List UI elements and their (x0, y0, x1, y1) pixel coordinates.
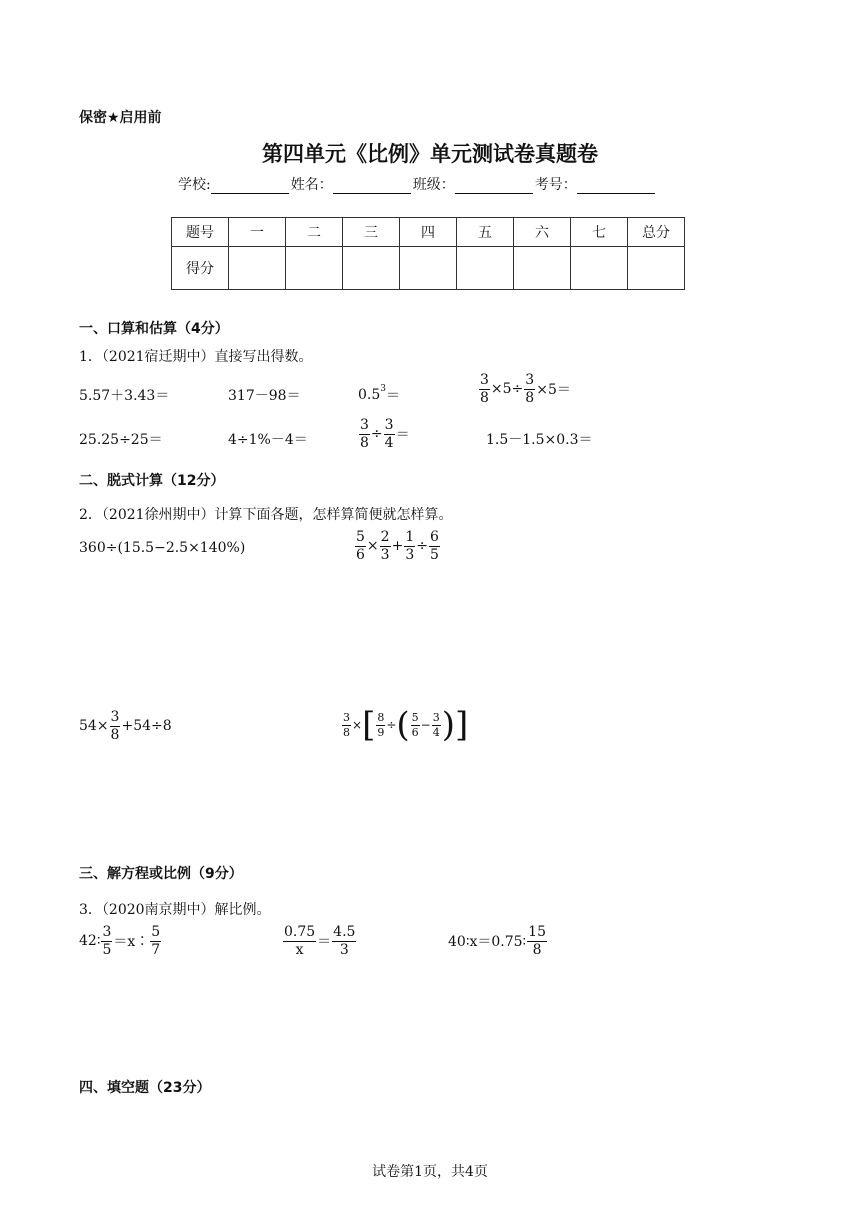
numerator: 5 (411, 711, 419, 725)
score-cell[interactable] (457, 247, 514, 290)
q1-expr-h: 1.5－1.5×0.3＝ (486, 432, 593, 448)
fraction (355, 530, 366, 562)
fraction (411, 712, 420, 738)
operator: − (420, 718, 431, 733)
denominator: x (295, 941, 304, 958)
q3-expr-b (282, 925, 357, 957)
right-bracket: ] (454, 705, 469, 745)
section-1-heading: 一、口算和估算（4分） (79, 321, 229, 337)
expr-text: 40∶x＝0.75∶ (448, 934, 527, 951)
fraction (342, 712, 351, 738)
fraction (283, 925, 316, 957)
section-3-heading: 三、解方程或比例（9分） (79, 866, 243, 882)
numerator: 3 (384, 417, 394, 433)
score-table (171, 217, 685, 290)
denominator: 5 (102, 941, 112, 958)
score-header-cell: 总分 (628, 218, 685, 247)
numerator: 15 (528, 924, 546, 940)
numerator: 5 (151, 924, 161, 940)
score-cell[interactable] (514, 247, 571, 290)
denominator: 3 (339, 941, 349, 958)
fraction (376, 712, 385, 738)
right-paren: ) (441, 705, 455, 745)
fraction (432, 712, 441, 738)
section-4-heading: 四、填空题（23分） (79, 1080, 211, 1096)
left-bracket: [ (362, 705, 376, 745)
denominator: 6 (356, 546, 365, 563)
score-cell[interactable] (343, 247, 400, 290)
fraction (380, 530, 391, 562)
score-cell[interactable] (628, 247, 685, 290)
numerator: 3 (432, 711, 440, 725)
question-2: 2．（2021徐州期中）计算下面各题，怎样算简便就怎样算。 (79, 507, 453, 523)
denominator: 4 (432, 725, 440, 739)
student-info-line (178, 174, 657, 194)
denominator: 8 (343, 725, 350, 739)
score-header-cell: 题号 (172, 218, 229, 247)
school-blank[interactable] (211, 179, 289, 194)
expr-text: +54÷8 (121, 718, 172, 735)
numerator: 3 (110, 709, 120, 725)
numerator: 3 (343, 711, 350, 725)
fraction (524, 373, 535, 405)
operator: ×5÷ (490, 381, 524, 398)
denominator: 7 (151, 941, 161, 958)
page-title: 第四单元《比例》单元测试卷真题卷 (262, 142, 598, 166)
q1-expr-b: 317－98＝ (228, 388, 301, 404)
number-label: 考号： (534, 177, 577, 193)
question-1: 1．（2021宿迁期中）直接写出得数。 (79, 349, 313, 365)
denominator: 8 (532, 941, 542, 958)
q1c-base: 0.5 (358, 387, 381, 403)
q1-expr-c (358, 385, 400, 405)
numerator: 3 (480, 372, 489, 388)
score-cell[interactable] (286, 247, 343, 290)
q2-expr-a: 360÷(15.5−2.5×140%) (79, 540, 246, 556)
fraction (527, 925, 547, 957)
numerator: 6 (429, 529, 439, 545)
operator: ÷ (416, 538, 428, 555)
q2-expr-b (354, 530, 441, 562)
denominator: 8 (525, 389, 535, 406)
operator: × (352, 718, 363, 733)
numerator: 0.75 (284, 924, 316, 940)
numerator: 8 (377, 711, 385, 725)
q1c-eq: ＝ (386, 388, 400, 404)
score-header-cell: 四 (400, 218, 457, 247)
score-header-cell: 六 (514, 218, 571, 247)
fraction (110, 710, 121, 742)
fraction (150, 925, 161, 957)
score-row-label: 得分 (172, 247, 229, 290)
score-cell[interactable] (571, 247, 628, 290)
score-header-cell: 二 (286, 218, 343, 247)
class-blank[interactable] (455, 179, 533, 194)
numerator: 5 (356, 529, 365, 545)
score-table-header-row (172, 218, 685, 247)
numerator: 4.5 (333, 924, 356, 940)
score-header-cell: 七 (571, 218, 628, 247)
fraction (404, 530, 415, 562)
numerator: 3 (360, 417, 369, 433)
name-blank[interactable] (333, 179, 411, 194)
denominator: 3 (380, 546, 390, 563)
score-cell[interactable] (400, 247, 457, 290)
section-2-heading: 二、脱式计算（12分） (79, 473, 225, 489)
expr-text: ＝x∶ (113, 934, 150, 951)
score-header-cell: 三 (343, 218, 400, 247)
operator: × (366, 538, 379, 555)
number-blank[interactable] (577, 179, 655, 194)
numerator: 3 (525, 372, 535, 388)
fraction (479, 373, 490, 405)
q3-expr-a (79, 925, 162, 957)
numerator: 3 (102, 924, 112, 940)
numerator: 1 (405, 529, 415, 545)
denominator: 8 (110, 726, 120, 743)
q1-expr-f: 4÷1%－4＝ (228, 432, 308, 448)
denominator: 6 (411, 725, 419, 739)
denominator: 4 (384, 434, 394, 451)
denominator: 3 (405, 546, 415, 563)
denominator: 5 (429, 546, 439, 563)
fraction (359, 418, 370, 450)
q1-expr-a: 5.57＋3.43＝ (79, 388, 170, 404)
denominator: 9 (377, 725, 385, 739)
fraction (429, 530, 440, 562)
q3-expr-c (448, 925, 548, 957)
question-3: 3．（2020南京期中）解比例。 (79, 902, 271, 918)
operator: ×5＝ (536, 382, 571, 399)
score-table-score-row (172, 247, 685, 290)
denominator: 8 (360, 434, 369, 451)
q2-expr-d (341, 705, 469, 745)
q1-expr-d (478, 373, 571, 405)
score-header-cell: 一 (229, 218, 286, 247)
left-paren: ( (396, 705, 410, 745)
operator: ÷ (370, 426, 383, 443)
numerator: 2 (380, 529, 390, 545)
expr-text: 54× (79, 718, 109, 735)
q1-expr-e: 25.25÷25＝ (79, 432, 163, 448)
name-label: 姓名： (290, 177, 333, 193)
denominator: 8 (480, 389, 489, 406)
fraction (332, 925, 356, 957)
q2-expr-c (79, 710, 172, 742)
operator: ＝ (395, 427, 410, 444)
expr-text: 42∶ (79, 933, 101, 950)
operator: ＝ (317, 934, 332, 951)
fraction (384, 418, 395, 450)
operator: + (391, 538, 404, 555)
operator: ÷ (386, 718, 397, 733)
score-cell[interactable] (229, 247, 286, 290)
school-label: 学校: (178, 177, 211, 193)
score-header-cell: 五 (457, 218, 514, 247)
q1c-exponent: 3 (380, 384, 386, 394)
fraction (101, 925, 112, 957)
confidential-label: 保密★启用前 (79, 110, 162, 126)
class-label: 班级： (412, 177, 455, 193)
page-footer: 试卷第1页，共4页 (372, 1164, 488, 1180)
q1-expr-g (358, 418, 410, 450)
